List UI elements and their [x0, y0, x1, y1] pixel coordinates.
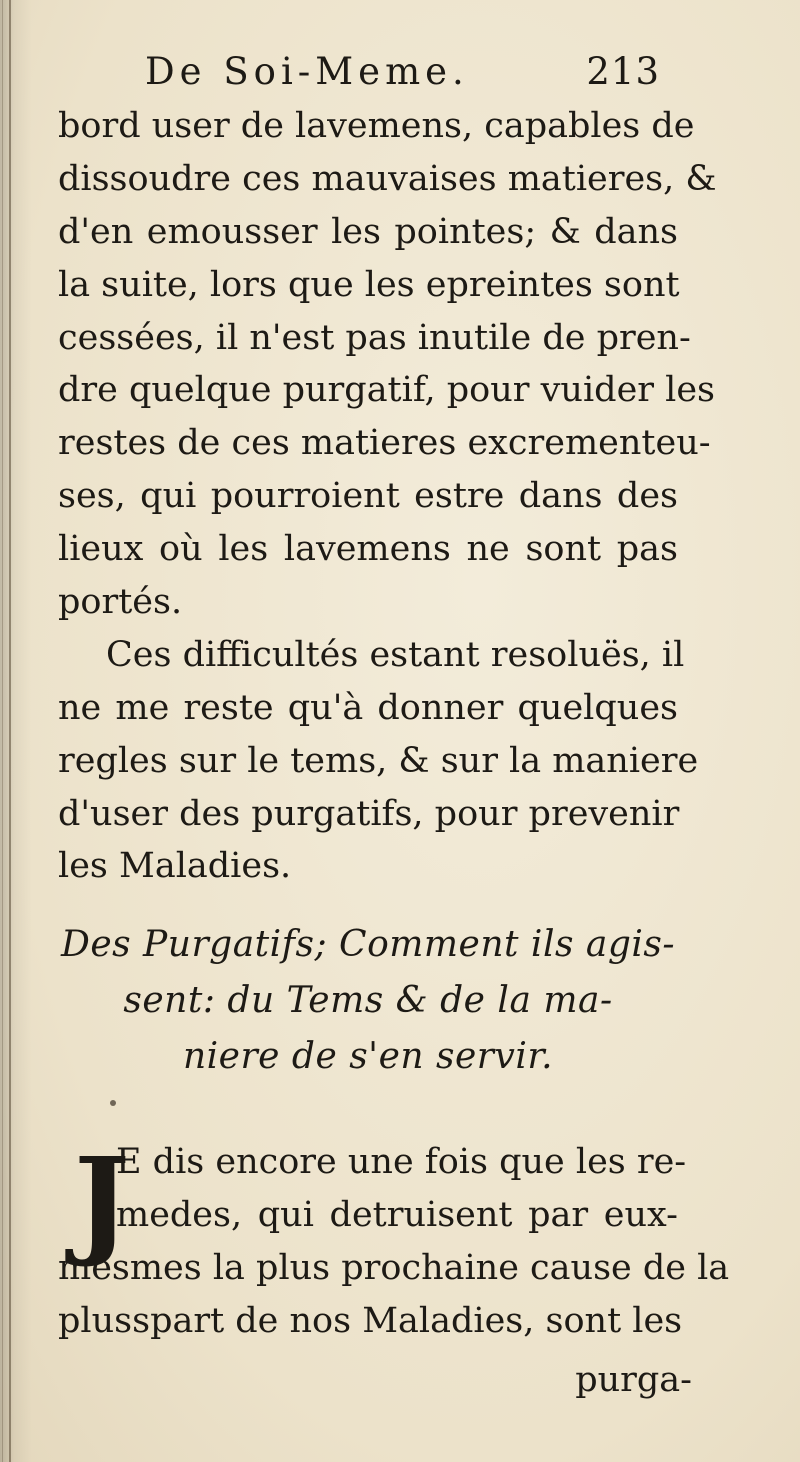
text-line: lieux où les lavemens ne sont pas	[58, 529, 678, 570]
text-line: restes de ces matieres excrementeu-	[58, 423, 711, 464]
page-edge	[2, 0, 3, 1462]
text-line: la suite, lors que les epreintes sont	[58, 264, 680, 305]
text-line: portés.	[58, 582, 183, 623]
page-number: 213	[586, 50, 660, 93]
drop-cap: J	[74, 1131, 130, 1270]
text-line: dre quelque purgatif, pour vuider les	[58, 370, 716, 411]
text-line: dissoudre ces mauvaises matieres, &	[58, 158, 717, 199]
heading-line: sent: du Tems & de la ma-	[123, 980, 613, 1021]
ink-speck	[110, 1100, 116, 1106]
running-head-title: De Soi-Meme.	[145, 50, 469, 93]
text-line: ses, qui pourroient estre dans des	[58, 476, 678, 517]
text-line: plusspart de nos Maladies, sont les	[58, 1300, 683, 1341]
text-line: medes, qui detruisent par eux-	[116, 1194, 678, 1235]
text-block	[58, 100, 717, 893]
text-line: Ces difficultés estant resoluës, il	[106, 634, 685, 675]
binding-gutter	[9, 0, 11, 1462]
running-head	[145, 50, 660, 100]
text-line: ne me reste qu'à donner quelques	[58, 687, 678, 728]
catchword: purga-	[575, 1360, 692, 1400]
text-line: mesmes la plus prochaine cause de la	[58, 1247, 730, 1288]
text-line: regles sur le tems, & sur la maniere	[58, 740, 699, 781]
text-line: bord user de lavemens, capables de	[58, 106, 695, 146]
paragraph-with-drop-cap	[58, 1131, 730, 1348]
text-line: cessées, il n'est pas inutile de pren-	[58, 317, 691, 358]
text-line: d'user des purgatifs, pour prevenir	[58, 793, 680, 834]
section-heading	[58, 917, 678, 1085]
text-line: d'en emousser les pointes; & dans	[58, 211, 678, 252]
heading-line: Des Purgatifs; Comment ils agis-	[60, 924, 676, 965]
text-line: E dis encore une fois que les re-	[116, 1142, 687, 1182]
text-line: les Maladies.	[58, 846, 292, 887]
heading-line: niere de s'en servir.	[182, 1036, 554, 1077]
